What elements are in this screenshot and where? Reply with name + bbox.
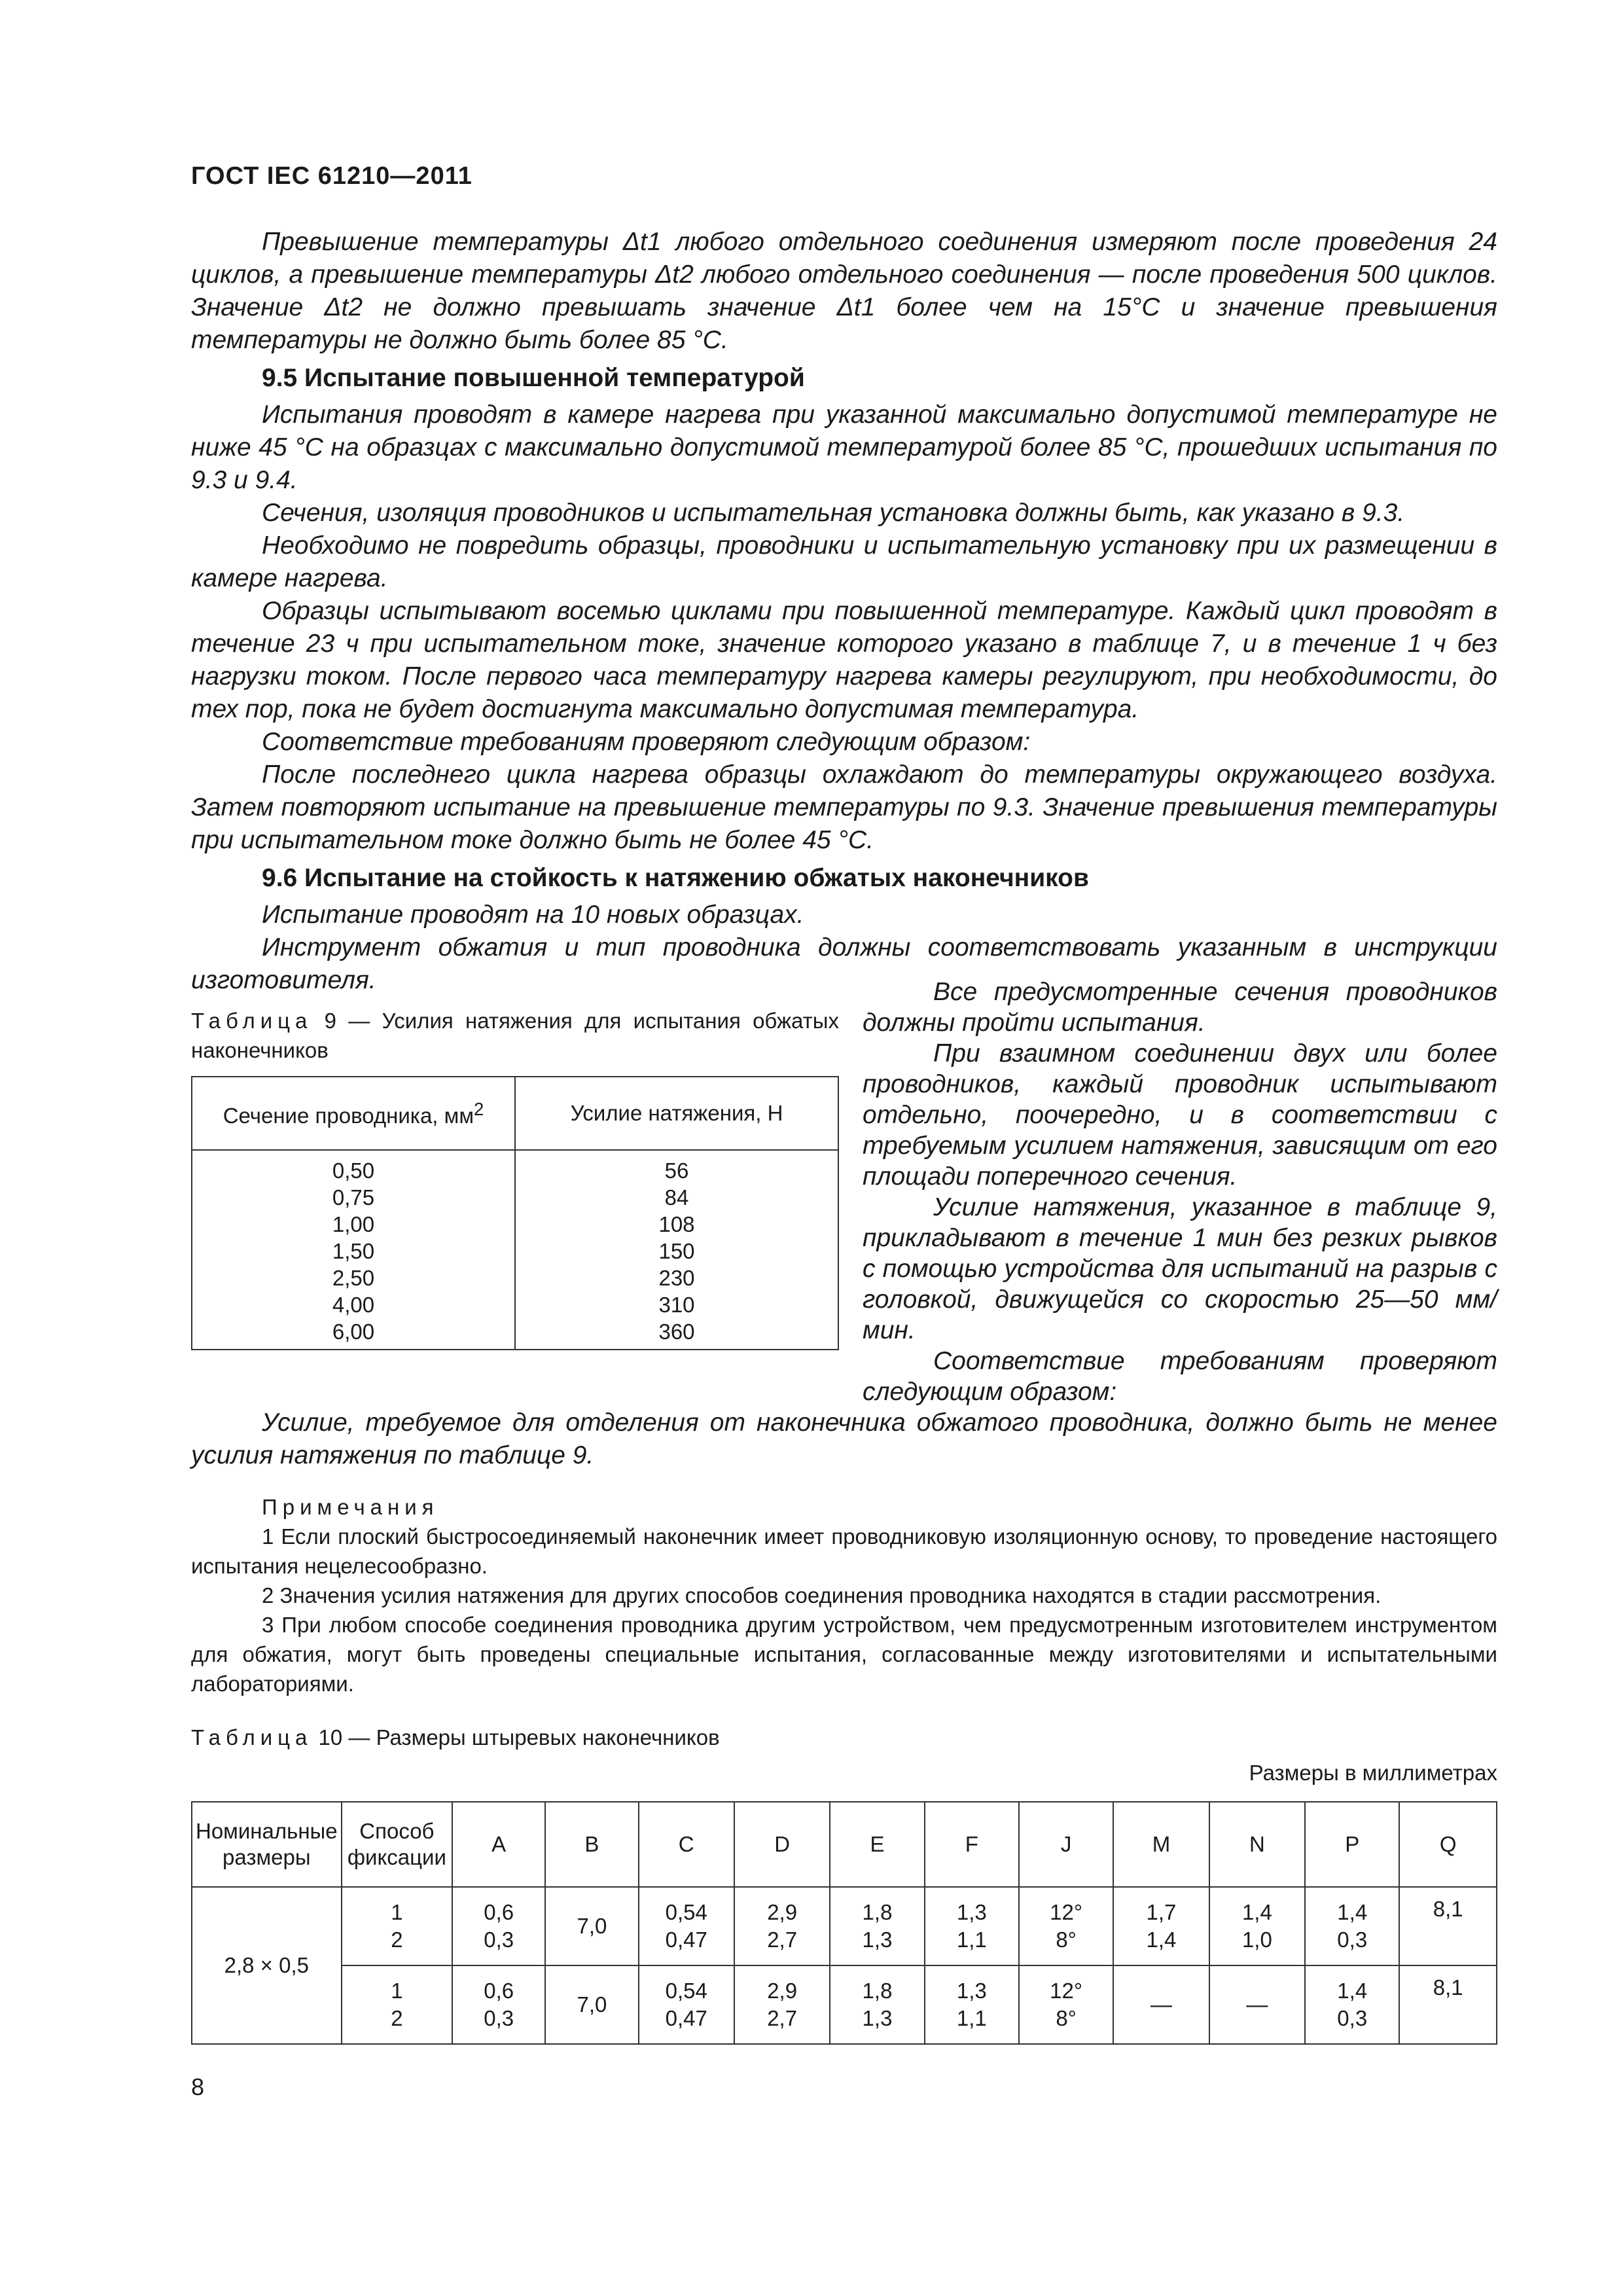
right-column-text xyxy=(863,977,1497,1407)
table-label: Таблица xyxy=(191,1009,313,1033)
nominal-size-cell: 2,8 × 0,5 xyxy=(192,1887,342,2044)
notes-title: Примечания xyxy=(262,1495,439,1519)
column-header: C xyxy=(639,1802,734,1887)
column-header: P xyxy=(1305,1802,1399,1887)
table-cell: 1,8 1,3 xyxy=(830,1887,924,1965)
column-header: M xyxy=(1113,1802,1209,1887)
notes-block xyxy=(191,1492,1497,1698)
table-cell: 8,1 xyxy=(1399,1965,1497,2044)
table-9 xyxy=(191,1076,839,1350)
section-9-5-heading: 9.5 Испытание повышенной температурой xyxy=(262,364,805,392)
table-cell: 7,0 xyxy=(545,1887,638,1965)
table-cell: 1,4 0,3 xyxy=(1305,1887,1399,1965)
table-row xyxy=(192,1965,1497,2044)
main-text xyxy=(191,226,1497,997)
column-header: B xyxy=(545,1802,638,1887)
table-cell: 8,1 xyxy=(1399,1887,1497,1965)
table-cell: 1 2 xyxy=(342,1965,452,2044)
note-item: 2 Значения усилия натяжения для других способов соединения проводника находятся в стадии рассмотрения. xyxy=(262,1583,1382,1607)
note-item: 1 Если плоский быстросоединяемый наконечник имеет проводниковую изоляционную основу, то проведение настоящего испытания нецелесообразно. xyxy=(191,1524,1497,1578)
table-cell: — xyxy=(1113,1965,1209,2044)
table-cell: 12° 8° xyxy=(1019,1887,1113,1965)
table-cell: 1,7 1,4 xyxy=(1113,1887,1209,1965)
column-header: F xyxy=(925,1802,1019,1887)
table-cell: 2,9 2,7 xyxy=(734,1887,830,1965)
table-cell: 1,3 1,1 xyxy=(925,1965,1019,2044)
table-cell: 2,9 2,7 xyxy=(734,1965,830,2044)
paragraph: Испытание проводят на 10 новых образцах. xyxy=(262,901,804,929)
paragraph: Усилие, требуемое для отделения от наконечника обжатого проводника, должно быть не менее усилия натяжения по таблице 9. xyxy=(191,1408,1497,1469)
paragraph: Образцы испытывают восемью циклами при повышенной температуре. Каждый цикл проводят в течение 23 ч при испытательном токе, значение которого указано в таблице 7, и в течение 1 ч без нагрузки током. После первого часа температуру нагрева камеры регулируют, при необходимости, до тех пор, пока не будет достигнута максимально допустимая температура. xyxy=(191,597,1497,723)
table-10-caption xyxy=(191,1725,720,1750)
paragraph: Соответствие требованиям проверяют следующим образом: xyxy=(863,1347,1497,1406)
table-cell: 1,4 1,0 xyxy=(1209,1887,1305,1965)
column-header: N xyxy=(1209,1802,1305,1887)
column-header: E xyxy=(830,1802,924,1887)
page-number: 8 xyxy=(191,2073,205,2100)
document-header: ГОСТ IEC 61210—2011 xyxy=(191,162,473,190)
table-cell: 1,8 1,3 xyxy=(830,1965,924,2044)
force-values: 56 84 108 150 230 310 360 xyxy=(515,1150,838,1350)
table-9-caption xyxy=(191,1006,839,1065)
paragraph: При взаимном соединении двух или более проводников, каждый проводник испытывают отдельно, поочередно, и в соответствии с требуемым усилием натяжения, зависящим от его площади поперечного сечения. xyxy=(863,1039,1497,1191)
table-title: 10 — Размеры штыревых наконечников xyxy=(312,1725,720,1749)
intro-paragraph: Превышение температуры Δt1 любого отдельного соединения измеряют после проведения 24 циклов, а превышение температуры Δt2 любого отдельного соединения — после проведения 500 циклов. Значение Δt2 не должно превышать значение Δt1 более чем на 15°С и значение превышения температуры не должно быть более 85 °С. xyxy=(191,228,1497,354)
column-header-force: Усилие натяжения, Н xyxy=(515,1077,838,1150)
column-header: Способ фиксации xyxy=(342,1802,452,1887)
paragraph: Испытания проводят в камере нагрева при указанной максимально допустимой температуре не ниже 45 °С на образцах с максимально допустимой температурой более 85 °С, прошедших испытания по 9.3 и 9.4. xyxy=(191,401,1497,494)
after-table-text xyxy=(191,1407,1497,1472)
paragraph: Необходимо не повредить образцы, проводники и испытательную установку при их размещении в камере нагрева. xyxy=(191,531,1497,592)
table-cell: — xyxy=(1209,1965,1305,2044)
table-10 xyxy=(191,1801,1497,2045)
paragraph: Сечения, изоляция проводников и испытательная установка должны быть, как указано в 9.3. xyxy=(262,499,1405,527)
table-cell: 0,54 0,47 xyxy=(639,1887,734,1965)
paragraph: Соответствие требованиям проверяют следующим образом: xyxy=(262,728,1031,756)
table-row xyxy=(192,1887,1497,1965)
column-header: Номинальные размеры xyxy=(192,1802,342,1887)
table-cell: 1,4 0,3 xyxy=(1305,1965,1399,2044)
table-cell: 1 2 xyxy=(342,1887,452,1965)
column-header: A xyxy=(452,1802,545,1887)
table-cell: 7,0 xyxy=(545,1965,638,2044)
table-cell: 1,3 1,1 xyxy=(925,1887,1019,1965)
table-cell: 12° 8° xyxy=(1019,1965,1113,2044)
table-cell: 0,54 0,47 xyxy=(639,1965,734,2044)
table-label: Таблица xyxy=(191,1725,313,1749)
table-cell: 0,6 0,3 xyxy=(452,1965,545,2044)
section-9-6-heading: 9.6 Испытание на стойкость к натяжению обжатых наконечников xyxy=(262,864,1089,892)
table-header-row xyxy=(192,1802,1497,1887)
section-values: 0,50 0,75 1,00 1,50 2,50 4,00 6,00 xyxy=(192,1150,515,1350)
column-header: J xyxy=(1019,1802,1113,1887)
table-cell: 0,6 0,3 xyxy=(452,1887,545,1965)
paragraph: После последнего цикла нагрева образцы охлаждают до температуры окружающего воздуха. Затем повторяют испытание на превышение температуры по 9.3. Значение превышения температуры при испытательном токе должно быть не более 45 °С. xyxy=(191,761,1497,854)
table-units: Размеры в миллиметрах xyxy=(1249,1761,1497,1785)
column-header-section: Сечение проводника, $мм^2$ xyxy=(192,1077,515,1150)
table-row xyxy=(192,1150,838,1350)
paragraph: Все предусмотренные сечения проводников должны пройти испытания. xyxy=(863,978,1497,1037)
table-title: 9 — Усилия натяжения для испытания обжатых наконечников xyxy=(191,1009,839,1062)
paragraph: Усилие натяжения, указанное в таблице 9, прикладывают в течение 1 мин без резких рывков с помощью устройства для испытаний на разрыв с головкой, движущейся со скоростью 25—50 мм/мин. xyxy=(863,1193,1497,1344)
column-header: Q xyxy=(1399,1802,1497,1887)
column-header: D xyxy=(734,1802,830,1887)
table-header-row xyxy=(192,1077,838,1150)
paragraph: Инструмент обжатия и тип проводника должны соответствовать указанным в инструкции изготовителя. xyxy=(191,933,1497,994)
note-item: 3 При любом способе соединения проводника другим устройством, чем предусмотренным изготовителем инструментом для обжатия, могут быть проведены специальные испытания, согласованные между изготовителями и испытательными лабораториями. xyxy=(191,1613,1497,1696)
